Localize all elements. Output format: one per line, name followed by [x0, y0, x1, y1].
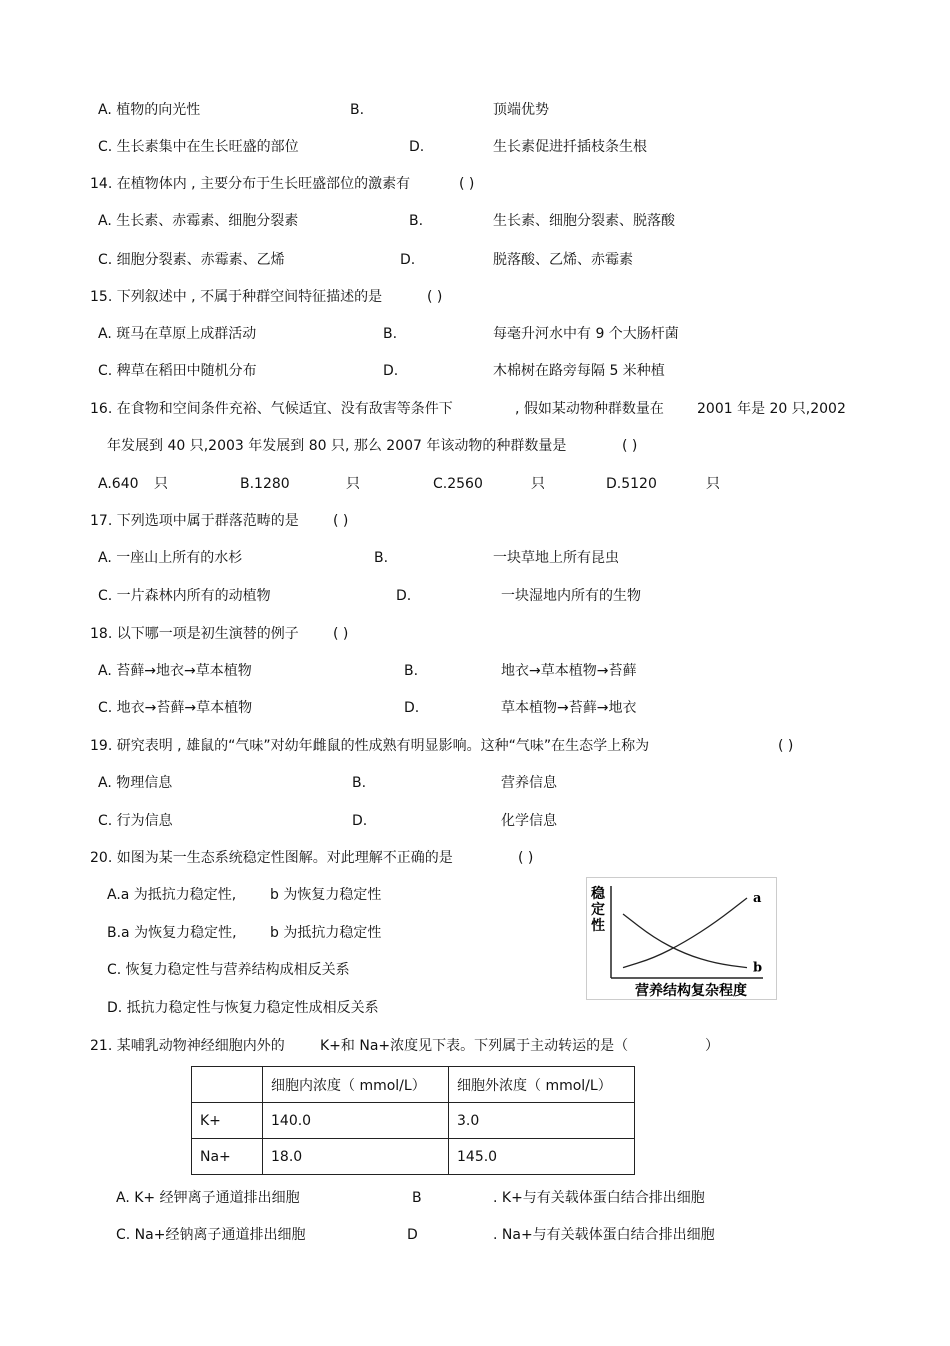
q18-answer-paren: ( ) — [333, 626, 349, 642]
q21-stem-part2: K+和 Na+浓度见下表。下列属于主动转运的是（ — [320, 1038, 629, 1054]
q21-stem-part1: 21. 某哺乳动物神经细胞内外的 — [90, 1038, 285, 1054]
q14-option-d-letter: D. — [400, 252, 416, 268]
q15-option-d: 木棉树在路旁每隔 5 米种植 — [493, 363, 665, 379]
q14-option-b: 生长素、细胞分裂素、脱落酸 — [493, 213, 675, 229]
q14-answer-paren: ( ) — [459, 176, 475, 192]
q14-option-d: 脱落酸、乙烯、赤霉素 — [493, 252, 633, 268]
q14-option-c: C. 细胞分裂素、赤霉素、乙烯 — [98, 252, 285, 268]
q20-option-d: D. 抵抗力稳定性与恢复力稳定性成相反关系 — [107, 1000, 379, 1016]
q17-stem: 17. 下列选项中属于群落范畴的是 — [90, 513, 299, 529]
q18-option-d: 草本植物→苔藓→地衣 — [501, 700, 637, 716]
q16-option-a-unit: 只 — [154, 476, 168, 492]
table-cell: 3.0 — [449, 1103, 635, 1139]
stability-chart-svg — [587, 878, 776, 999]
q20-option-b-part2: b 为抵抗力稳定性 — [270, 925, 382, 941]
table-row — [192, 1103, 635, 1139]
q17-option-b: 一块草地上所有昆虫 — [493, 550, 619, 566]
q13-option-d: 生长素促进扦插枝条生根 — [493, 139, 647, 155]
q18-option-a: A. 苔藓→地衣→草本植物 — [98, 663, 252, 679]
q17-option-d: 一块湿地内所有的生物 — [501, 588, 641, 604]
table-cell: 140.0 — [263, 1103, 449, 1139]
q15-answer-paren: ( ) — [427, 289, 443, 305]
q16-option-d-unit: 只 — [706, 476, 720, 492]
q18-option-b: 地衣→草本植物→苔藓 — [501, 663, 637, 679]
q19-answer-paren: ( ) — [778, 738, 794, 754]
table-cell: K+ — [192, 1103, 263, 1139]
q17-option-c: C. 一片森林内所有的动植物 — [98, 588, 271, 604]
q16-option-d: D.5120 — [606, 476, 657, 492]
q17-option-a: A. 一座山上所有的水杉 — [98, 550, 243, 566]
q15-option-b: 每毫升河水中有 9 个大肠杆菌 — [493, 326, 679, 342]
q20-option-b-part1: B.a 为恢复力稳定性, — [107, 925, 237, 941]
q15-option-c: C. 稗草在稻田中随机分布 — [98, 363, 257, 379]
q14-option-b-letter: B. — [409, 213, 424, 229]
q21-option-a: A. K+ 经钾离子通道排出细胞 — [116, 1190, 300, 1206]
table-header-cell: 细胞外浓度（ mmol/L） — [449, 1067, 635, 1103]
table-header-row — [192, 1067, 635, 1103]
q20-stem: 20. 如图为某一生态系统稳定性图解。对此理解不正确的是 — [90, 850, 453, 866]
q18-option-d-letter: D. — [404, 700, 420, 716]
q16-option-c: C.2560 — [433, 476, 483, 492]
q19-stem: 19. 研究表明 , 雄鼠的“气味”对幼年雌鼠的性成熟有明显影响。这种“气味”在生态学上称为 — [90, 738, 650, 754]
q17-answer-paren: ( ) — [333, 513, 349, 529]
q18-option-c: C. 地衣→苔藓→草本植物 — [98, 700, 253, 716]
q16-option-b-unit: 只 — [346, 476, 360, 492]
q15-option-a: A. 斑马在草原上成群活动 — [98, 326, 257, 342]
q13-option-b: 顶端优势 — [493, 102, 549, 118]
q13-option-d-letter: D. — [409, 139, 425, 155]
q21-stem-part3: ） — [705, 1038, 719, 1054]
q19-option-d-letter: D. — [352, 813, 368, 829]
q16-stem-line2: 年发展到 40 只,2003 年发展到 80 只, 那么 2007 年该动物的种群数量是 — [107, 438, 567, 454]
q16-stem-line1b: , 假如某动物种群数量在 — [515, 401, 664, 417]
x-axis-label: 营养结构复杂程度 — [635, 983, 747, 999]
table-cell: Na+ — [192, 1139, 263, 1175]
q13-option-c: C. 生长素集中在生长旺盛的部位 — [98, 139, 299, 155]
q21-option-d-letter: D — [407, 1227, 418, 1243]
stability-chart — [586, 877, 777, 1000]
q19-option-d: 化学信息 — [501, 813, 557, 829]
q19-option-b: 营养信息 — [501, 775, 557, 791]
q13-option-a: A. 植物的向光性 — [98, 102, 201, 118]
table-row — [192, 1139, 635, 1175]
q15-stem: 15. 下列叙述中 , 不属于种群空间特征描述的是 — [90, 289, 383, 305]
q17-option-b-letter: B. — [374, 550, 389, 566]
q19-option-c: C. 行为信息 — [98, 813, 173, 829]
q16-option-c-unit: 只 — [531, 476, 545, 492]
q20-option-a-part1: A.a 为抵抗力稳定性, — [107, 887, 237, 903]
q21-option-b: . K+与有关载体蛋白结合排出细胞 — [493, 1190, 705, 1206]
ion-concentration-table — [191, 1066, 635, 1175]
q18-option-b-letter: B. — [404, 663, 419, 679]
y-axis-label: 稳定性 — [591, 886, 605, 934]
q16-option-a: A.640 — [98, 476, 139, 492]
table-cell: 145.0 — [449, 1139, 635, 1175]
q19-option-b-letter: B. — [352, 775, 367, 791]
q19-option-a: A. 物理信息 — [98, 775, 173, 791]
q14-stem: 14. 在植物体内 , 主要分布于生长旺盛部位的激素有 — [90, 176, 411, 192]
q16-answer-paren: ( ) — [622, 438, 638, 454]
q16-option-b: B.1280 — [240, 476, 290, 492]
q15-option-b-letter: B. — [383, 326, 398, 342]
q21-option-b-letter: B — [412, 1190, 422, 1206]
q17-option-d-letter: D. — [396, 588, 412, 604]
q13-option-b-letter: B. — [350, 102, 365, 118]
q21-option-c: C. Na+经钠离子通道排出细胞 — [116, 1227, 306, 1243]
series-line-a — [623, 898, 747, 968]
q21-option-d: . Na+与有关载体蛋白结合排出细胞 — [493, 1227, 715, 1243]
q20-option-a-part2: b 为恢复力稳定性 — [270, 887, 382, 903]
q18-stem: 18. 以下哪一项是初生演替的例子 — [90, 626, 299, 642]
table-header-cell: 细胞内浓度（ mmol/L） — [263, 1067, 449, 1103]
q20-option-c: C. 恢复力稳定性与营养结构成相反关系 — [107, 962, 350, 978]
table-cell: 18.0 — [263, 1139, 449, 1175]
table-header-cell — [192, 1067, 263, 1103]
series-label-b: b — [753, 960, 763, 976]
q16-stem-line1c: 2001 年是 20 只,2002 — [697, 401, 846, 417]
series-label-a: a — [753, 891, 762, 906]
q15-option-d-letter: D. — [383, 363, 399, 379]
q16-stem-line1: 16. 在食物和空间条件充裕、气候适宜、没有敌害等条件下 — [90, 401, 453, 417]
q14-option-a: A. 生长素、赤霉素、细胞分裂素 — [98, 213, 299, 229]
q20-answer-paren: ( ) — [518, 850, 534, 866]
